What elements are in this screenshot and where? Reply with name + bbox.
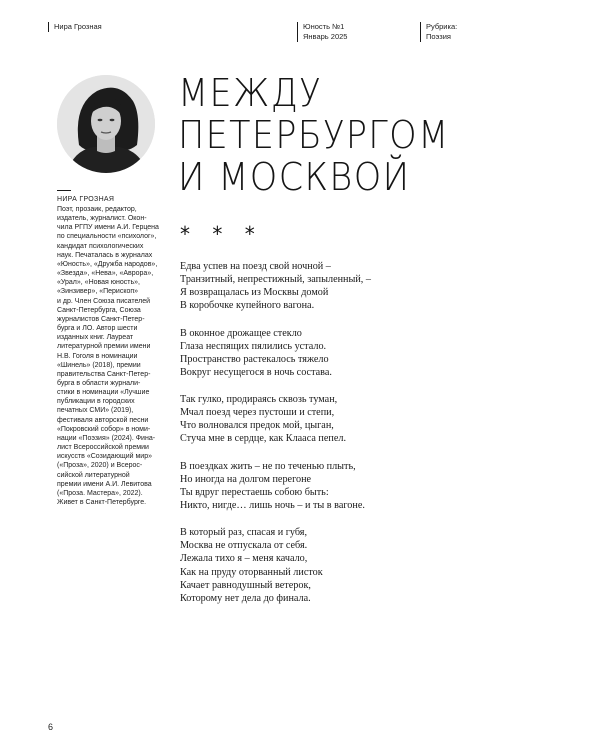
poem-stanza-4 <box>180 460 480 512</box>
poem-stanza-3 <box>180 393 480 445</box>
bio-line: «Зинзивер», «Перископ» <box>57 288 139 296</box>
bio-line: Живет в Санкт-Петербурге. <box>57 499 147 506</box>
bio-line: «Покровский собор» в номи- <box>57 425 151 433</box>
bio-author-name: НИРА ГРОЗНАЯ <box>57 196 115 203</box>
header-author: Нира Грозная <box>54 22 102 31</box>
bio-line: издатель, журналист. Окон- <box>57 215 147 223</box>
poem-line: Вокруг несущегося в ночь состава. <box>180 366 332 378</box>
poem-line: Лежала тихо я – меня качало, <box>180 553 308 565</box>
bio-line: печатных СМИ» (2019), <box>57 407 134 415</box>
bio-line: литературной премии имени <box>57 343 151 351</box>
bio-text <box>57 205 165 507</box>
poem-line: Стуча мне в сердце, как Клааса пепел. <box>180 433 346 445</box>
poem-stanza-2 <box>180 327 480 379</box>
bio-line: «Урал», «Новая юность», <box>57 279 140 287</box>
header-rubric-block <box>420 22 457 42</box>
poem-line: Что волновался предок мой, цыган, <box>180 420 334 432</box>
bio-line: нации «Поэзия» (2024). Фина- <box>57 434 156 442</box>
bio-line: лист Всероссийской премии <box>57 444 149 452</box>
bio-line: искусств «Созидающий мир» <box>57 453 152 461</box>
poem-line: Едва успев на поезд свой ночной – <box>180 261 331 272</box>
header-rubric-label: Рубрика: <box>426 22 458 31</box>
poem-stanza-1 <box>180 260 480 312</box>
header-issue-date: Январь 2025 <box>303 32 348 41</box>
title-line-2: ПЕТЕРБУРГОМ <box>178 113 450 157</box>
bio-line: по специальности «психолог», <box>57 233 157 241</box>
bio-line: и др. Член Союза писателей <box>57 297 151 305</box>
poem-line: В коробочке купейного вагона. <box>180 300 315 312</box>
bio-line: стики в номинации «Лучшие <box>57 389 150 397</box>
bio-line: бурга и ЛО. Автор шести <box>57 325 138 333</box>
poem-body <box>180 260 480 619</box>
poem-line: Москва не отпускала от себя. <box>180 540 308 552</box>
author-portrait <box>57 75 155 173</box>
bio-line: Санкт-Петербурга, Союза <box>57 306 141 314</box>
poem-line: Но иногда на долгом перегоне <box>180 473 312 485</box>
bio-line: фестиваля авторской песни <box>57 416 149 424</box>
header-rubric-value: Поэзия <box>426 32 451 41</box>
poem-line: Так гулко, продираясь сквозь туман, <box>180 394 338 406</box>
header-issue-block <box>297 22 347 42</box>
poem-line: Глаза неспящих пялились устало. <box>180 340 327 352</box>
poem-line: В поездках жить – не по теченью плыть, <box>180 460 356 472</box>
page-number: 6 <box>48 722 54 732</box>
poem-line: Качает равнодушный ветерок, <box>180 579 311 591</box>
bio-line: («Проза. Мастера», 2022). <box>57 489 143 497</box>
poem-line: Мчал поезд через пустоши и степи, <box>180 407 335 419</box>
poem-line: Я возвращалась из Москвы домой <box>180 287 329 299</box>
header-author-block <box>48 22 102 32</box>
bio-line: бурга в области журнали- <box>57 379 141 387</box>
poem-line: Транзитный, непрестижный, запыленный, – <box>180 274 371 286</box>
bio-divider <box>57 190 71 191</box>
bio-line: изданных книг. Лауреат <box>57 334 134 342</box>
poem-line: Как на пруду оторванный листок <box>180 566 323 578</box>
poem-line: В оконное дрожащее стекло <box>180 327 302 339</box>
poem-line: Пространство растекалось тяжело <box>180 353 329 365</box>
bio-line: Поэт, прозаик, редактор, <box>57 206 137 213</box>
bio-line: премии имени А.И. Левитова <box>57 480 152 488</box>
poem-line: Которому нет дела до финала. <box>180 592 311 604</box>
bio-line: правительства Санкт-Петер- <box>57 370 151 378</box>
bio-line: кандидат психологических <box>57 242 144 250</box>
poem-line: В который раз, спасая и губя, <box>180 527 308 539</box>
bio-line: публикации в городских <box>57 398 135 406</box>
bio-line: журналистов Санкт-Петер- <box>57 315 145 323</box>
bio-line: Н.В. Гоголя в номинации <box>57 352 138 360</box>
poem-line: Никто, нигде… лишь ночь – и ты в вагоне. <box>180 499 365 511</box>
bio-line: «Юность», «Дружба народов», <box>57 260 158 268</box>
poem-stanza-5 <box>180 526 480 605</box>
title-line-1: МЕЖДУ <box>178 71 322 115</box>
poem-stars-divider: * * * <box>180 222 263 246</box>
bio-line: сийской литературной <box>57 471 130 479</box>
bio-line: чила РГПУ имени А.И. Герцена <box>57 224 159 232</box>
bio-line: наук. Печаталась в журналах <box>57 251 153 259</box>
article-title <box>178 72 450 198</box>
bio-line: («Проза», 2020) и Всерос- <box>57 462 143 470</box>
header-issue-number: Юность №1 <box>303 22 345 31</box>
portrait-image <box>57 75 155 173</box>
bio-line: «Звезда», «Нева», «Аврора», <box>57 270 154 278</box>
poem-line: Ты вдруг перестаешь собою быть: <box>180 486 329 498</box>
bio-line: «Шинель» (2018), премии <box>57 361 141 369</box>
title-line-3: И МОСКВОЙ <box>178 155 411 199</box>
